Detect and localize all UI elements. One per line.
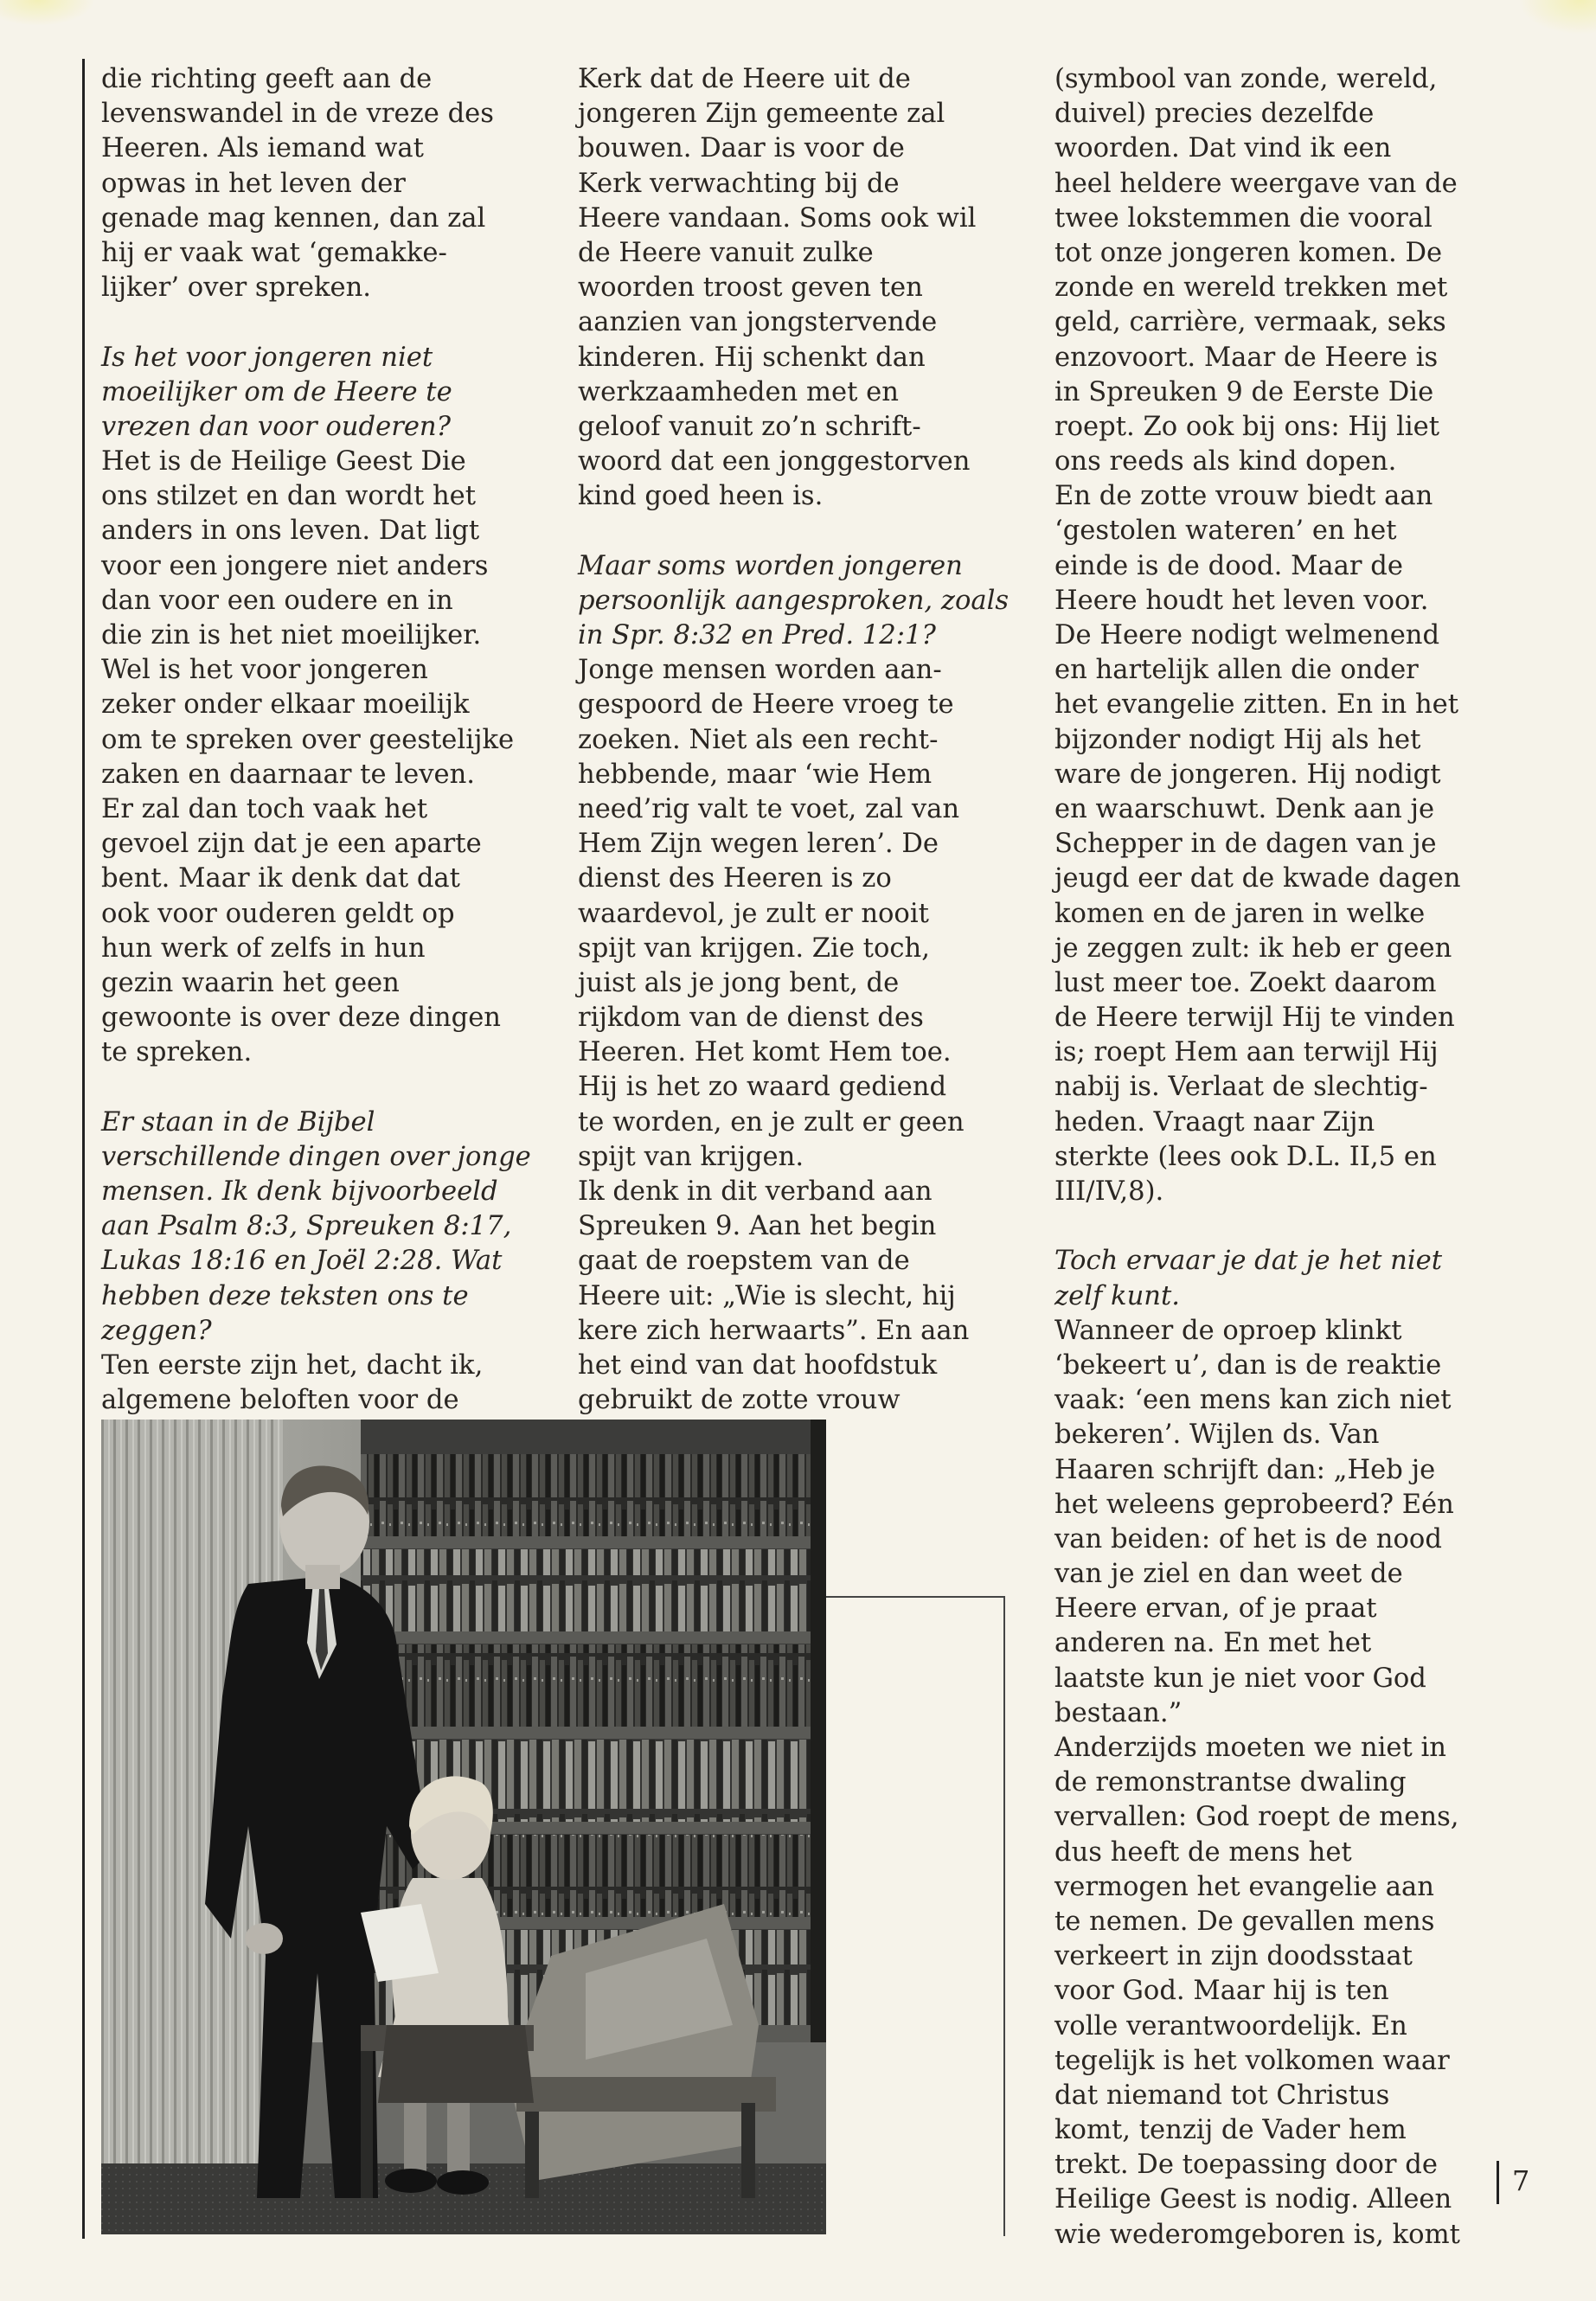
text-line: Ten eerste zijn het, dacht ik, [101,1349,484,1381]
corner-stain-left [0,0,95,26]
text-line: ware de jongeren. Hij nodigt [1054,759,1441,790]
paragraph-gap [101,305,531,340]
page-number: 7 [1512,2164,1530,2197]
text-line: vervallen: God roept de mens, [1054,1802,1459,1833]
text-column-3 [1054,62,1461,2253]
question-line: verschillende dingen over jonge [101,1141,531,1172]
text-line: roept. Zo ook bij ons: Hij liet [1054,411,1440,442]
text-line: en hartelijk allen die onder [1054,655,1419,686]
text-line: opwas in het leven der [101,168,406,199]
text-line: je zeggen zult: ik heb er geen [1054,933,1452,964]
text-column-1 [101,62,531,1418]
question-line: Maar soms worden jongeren [578,550,963,581]
text-line: om te spreken over geestelijke [101,724,515,755]
text-line: geld, carrière, vermaak, seks [1054,307,1446,338]
text-line: te worden, en je zult er geen [578,1106,965,1138]
text-line: dus heeft de mens het [1054,1836,1352,1868]
paragraph-gap [1054,1209,1461,1244]
text-line: verkeert in zijn doodsstaat [1054,1941,1413,1972]
text-line: Kerk verwachting bij de [578,168,900,199]
text-line: van je ziel en dan weet de [1054,1559,1403,1590]
text-line: bouwen. Daar is voor de [578,133,905,164]
question-line: persoonlijk aangesproken, zoals [578,585,1010,616]
text-line: En de zotte vrouw biedt aan [1054,481,1433,512]
text-line: voor God. Maar hij is ten [1054,1976,1389,2007]
text-line: dan voor een oudere en in [101,585,453,616]
text-line: De Heere nodigt welmenend [1054,620,1440,651]
text-line: gezin waarin het geen [101,967,400,998]
page-number-rule [1497,2161,1499,2204]
paragraph-gap [101,1070,531,1105]
text-line: ons reeds als kind dopen. [1054,446,1397,478]
text-line: dat niemand tot Christus [1054,2080,1390,2111]
text-line: lijker’ over spreken. [101,272,372,304]
text-line: hebbende, maar ‘wie Hem [578,759,933,790]
text-line: woorden. Dat vind ik een [1054,133,1392,164]
text-line: genade mag kennen, dan zal [101,202,486,234]
text-line: gevoel zijn dat je een aparte [101,829,482,860]
text-line: zoeken. Niet als een recht- [578,724,939,755]
text-line: het weleens geprobeerd? Eén [1054,1489,1454,1520]
text-line: spijt van krijgen. Zie toch, [578,933,930,964]
text-line: kinderen. Hij schenkt dan [578,342,926,373]
question-line: hebben deze teksten ons te [101,1280,469,1311]
text-line: need’rig valt te voet, zal van [578,793,960,824]
photo-man-and-girl-reading [101,1420,826,2234]
text-line: spijt van krijgen. [578,1141,804,1172]
text-line: komt, tenzij de Vader hem [1054,2115,1407,2146]
text-line: Heeren. Als iemand wat [101,133,424,164]
text-line: ‘bekeert u’, dan is de reaktie [1054,1349,1442,1381]
text-line: Wanneer de oproep klinkt [1054,1315,1402,1346]
text-line: en waarschuwt. Denk aan je [1054,793,1435,824]
text-column-2 [578,62,1009,1418]
text-line: Het is de Heilige Geest Die [101,446,466,478]
text-line: Wel is het voor jongeren [101,655,428,686]
text-line: voor een jongere niet anders [101,550,489,581]
text-line: III/IV,8). [1054,1176,1164,1207]
text-line: bekeren’. Wijlen ds. Van [1054,1420,1380,1451]
paragraph-gap [578,514,1009,548]
text-line: hij er vaak wat ‘gemakke- [101,237,447,268]
corner-stain-right [1518,0,1596,35]
question-line: zeggen? [101,1315,212,1346]
text-line: levenswandel in de vreze des [101,99,494,130]
text-line: het evangelie zitten. En in het [1054,689,1459,721]
text-line: kere zich herwaarts”. En aan [578,1315,970,1346]
text-line: Haaren schrijft dan: „Heb je [1054,1454,1436,1485]
text-line: aanzien van jongstervende [578,307,938,338]
text-line: Heilige Geest is nodig. Alleen [1054,2184,1452,2215]
question-line: Er staan in de Bijbel [101,1106,375,1138]
text-line: de Heere terwijl Hij te vinden [1054,1003,1455,1034]
text-line: is; roept Hem aan terwijl Hij [1054,1037,1439,1068]
text-line: zonde en wereld trekken met [1054,272,1448,304]
text-line: ons stilzet en dan wordt het [101,481,477,512]
text-line: rijkdom van de dienst des [578,1003,924,1034]
text-line: Heere vandaan. Soms ook wil [578,202,977,234]
text-line: tegelijk is het volkomen waar [1054,2045,1450,2076]
text-line: het eind van dat hoofdstuk [578,1349,938,1381]
text-line: sterkte (lees ook D.L. II,5 en [1054,1141,1437,1172]
text-line: nabij is. Verlaat de slechtig- [1054,1072,1428,1103]
text-line: duivel) precies dezelfde [1054,99,1375,130]
text-line: dienst des Heeren is zo [578,863,892,894]
text-line: Heere ervan, of je praat [1054,1593,1377,1625]
text-line: van beiden: of het is de nood [1054,1523,1442,1554]
question-line: mensen. Ik denk bijvoorbeeld [101,1176,498,1207]
text-line: bestaan.” [1054,1697,1183,1728]
text-line: Jonge mensen worden aan- [578,655,942,686]
text-line: algemene beloften voor de [101,1385,459,1416]
photo-frame-line [826,1596,1005,2236]
text-line: heden. Vraagt naar Zijn [1054,1106,1375,1138]
text-line: woord dat een jonggestorven [578,446,971,478]
text-line: anderen na. En met het [1054,1628,1372,1659]
text-line: werkzaamheden met en [578,376,899,407]
text-line: Kerk dat de Heere uit de [578,64,911,94]
text-line: jongeren Zijn gemeente zal [578,99,945,130]
text-line: in Spreuken 9 de Eerste Die [1054,376,1434,407]
text-line: Hij is het zo waard gediend [578,1072,947,1103]
text-line: die zin is het niet moeilijker. [101,620,482,651]
text-line: die richting geeft aan de [101,64,433,94]
text-line: Spreuken 9. Aan het begin [578,1211,937,1242]
text-line: lust meer toe. Zoekt daarom [1054,967,1437,998]
text-line: trekt. De toepassing door de [1054,2150,1438,2181]
question-line: moeilijker om de Heere te [101,376,452,407]
text-line: Anderzijds moeten we niet in [1054,1733,1446,1763]
text-line: Schepper in de dagen van je [1054,829,1437,860]
question-line: Is het voor jongeren niet [101,342,433,373]
text-line: komen en de jaren in welke [1054,898,1426,929]
text-line: twee lokstemmen die vooral [1054,202,1433,234]
text-line: ‘gestolen wateren’ en het [1054,516,1397,547]
question-line: vrezen dan voor ouderen? [101,411,452,442]
text-line: hun werk of zelfs in hun [101,933,426,964]
text-line: gewoonte is over deze dingen [101,1003,502,1034]
text-line: laatste kun je niet voor God [1054,1663,1426,1694]
text-line: (symbool van zonde, wereld, [1054,64,1438,94]
text-line: Heere houdt het leven voor. [1054,585,1429,616]
text-line: te nemen. De gevallen mens [1054,1906,1435,1937]
text-line: zaken en daarnaar te leven. [101,759,476,790]
text-line: bent. Maar ik denk dat dat [101,863,460,894]
text-line: einde is de dood. Maar de [1054,550,1403,581]
text-line: Er zal dan toch vaak het [101,793,428,824]
text-line: Heere uit: „Wie is slecht, hij [578,1280,956,1311]
text-line: heel heldere weergave van de [1054,168,1458,199]
text-line: juist als je jong bent, de [578,967,900,998]
left-margin-rule [82,59,85,2239]
text-line: zeker onder elkaar moeilijk [101,689,470,721]
text-line: wie wederomgeboren is, komt [1054,2219,1460,2250]
text-line: geloof vanuit zo’n schrift- [578,411,921,442]
question-line: aan Psalm 8:3, Spreuken 8:17, [101,1211,512,1242]
question-line: Toch ervaar je dat je het niet [1054,1246,1443,1277]
text-line: Ik denk in dit verband aan [578,1176,933,1207]
question-line: zelf kunt. [1054,1280,1181,1311]
text-line: te spreken. [101,1037,253,1068]
text-line: de remonstrantse dwaling [1054,1767,1407,1798]
question-line: in Spr. 8:32 en Pred. 12:1? [578,620,936,651]
question-line: Lukas 18:16 en Joël 2:28. Wat [101,1246,503,1277]
text-line: volle verantwoordelijk. En [1054,2010,1407,2041]
text-line: Hem Zijn wegen leren’. De [578,829,939,860]
text-line: woorden troost geven ten [578,272,923,304]
text-line: ook voor ouderen geldt op [101,898,455,929]
text-line: waardevol, je zult er nooit [578,898,929,929]
text-line: vaak: ‘een mens kan zich niet [1054,1385,1452,1416]
text-line: jeugd eer dat de kwade dagen [1054,863,1461,894]
text-line: Heeren. Het komt Hem toe. [578,1037,952,1068]
text-line: tot onze jongeren komen. De [1054,237,1443,268]
text-line: enzovoort. Maar de Heere is [1054,342,1439,373]
text-line: vermogen het evangelie aan [1054,1871,1434,1902]
text-line: gespoord de Heere vroeg te [578,689,954,721]
text-line: bijzonder nodigt Hij als het [1054,724,1421,755]
text-line: gebruikt de zotte vrouw [578,1385,901,1416]
text-line: gaat de roepstem van de [578,1246,910,1277]
text-line: anders in ons leven. Dat ligt [101,516,480,547]
text-line: de Heere vanuit zulke [578,237,874,268]
text-line: kind goed heen is. [578,481,824,512]
